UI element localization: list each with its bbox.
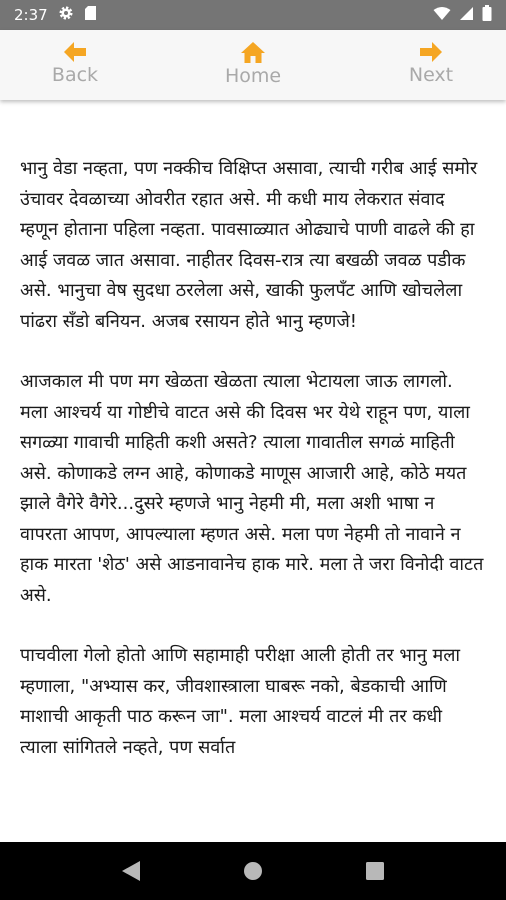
arrow-right-icon (420, 42, 442, 62)
next-label: Next (408, 64, 454, 86)
battery-icon (482, 5, 492, 25)
home-icon (241, 42, 265, 63)
wifi-icon (433, 6, 451, 25)
back-button[interactable] (0, 42, 150, 86)
home-label: Home (224, 65, 282, 87)
status-bar (0, 0, 506, 30)
home-button[interactable] (178, 42, 328, 87)
back-triangle-icon[interactable] (122, 861, 140, 881)
gear-icon (58, 5, 74, 25)
story-content[interactable] (0, 100, 506, 842)
cell-signal-icon (459, 6, 474, 25)
top-navigation-bar (0, 30, 506, 100)
home-circle-icon[interactable] (243, 861, 263, 881)
next-button[interactable] (356, 42, 506, 86)
story-paragraph-2: आजकाल मी पण मग खेळता खेळता त्याला भेटायला जाऊ लागलो. मला आश्चर्य या गोष्टीचे वाटत असे की दिवस भर येथे राहून पण, याला सगळ्या गावाची माहिती कशी असते? त्याला गावातील सगळं माहिती असे. कोणाकडे लग्न आहे, कोणाकडे माणूस आजारी आहे, कोठे मयत झाले वैगेरे वैगेरे...दुसरे म्हणजे भानु नेहमी मी, मला अशी भाषा न वापरता आपण, आपल्याला म्हणत असे. मला पण नेहमी तो नावाने न हाक मारता 'शेठ' असे आडनावानेच हाक मारे. मला ते जरा विनोदी वाटत असे. (20, 371, 484, 606)
back-label: Back (51, 64, 99, 86)
sd-card-icon (84, 5, 97, 25)
system-navigation-bar (0, 842, 506, 900)
arrow-left-icon (64, 42, 86, 62)
story-paragraph-3: पाचवीला गेलो होतो आणि सहामाही परीक्षा आली होती तर भानु मला म्हणाला, "अभ्यास कर, जीवशास्त्राला घाबरू नको, बेडकाची आणि माशाची आकृती पाठ करून जा". मला आश्चर्य वाटलं मी तर कधी त्याला सांगितले नव्हते, पण सर्वात (20, 645, 461, 758)
status-time: 2:37 (14, 6, 48, 24)
story-paragraph-1: भानु वेडा नव्हता, पण नक्कीच विक्षिप्त असावा, त्याची गरीब आई समोर उंचावर देवळाच्या ओवरीत रहात असे. मी कधी माय लेकरात संवाद म्हणून होताना पहिला नव्हता. पावसाळ्यात ओढ्याचे पाणी वाढले की हा आई जवळ जात असावा. नाहीतर दिवस-रात्र त्या बखळी जवळ पडीक असे. भानुचा वेष सुदधा ठरलेला असे, खाकी फुलपँट आणि खोचलेला पांढरा सँडो बनियन. अजब रसायन होते भानु म्हणजे! (20, 158, 478, 332)
recents-square-icon[interactable] (366, 862, 384, 880)
